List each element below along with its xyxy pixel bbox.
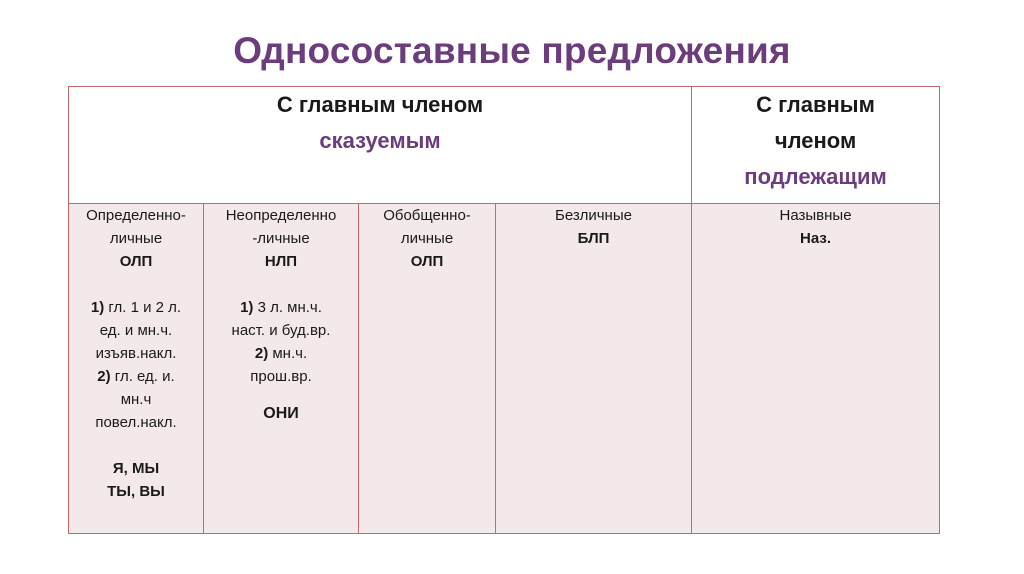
cell-abbreviation: Наз. bbox=[800, 230, 832, 247]
header-subject-line2: членом bbox=[774, 128, 857, 153]
header-subject-line1: С главным bbox=[756, 92, 875, 117]
cell-name: Обобщенно- bbox=[383, 207, 471, 224]
cell-generalized-personal bbox=[359, 204, 496, 534]
rule-text: мн.ч. bbox=[268, 345, 308, 362]
rule-text: 3 л. мн.ч. bbox=[253, 299, 322, 316]
cell-definite-personal bbox=[69, 204, 204, 534]
rule-line: ед. и мн.ч. bbox=[99, 322, 173, 339]
rule-text: гл. 1 и 2 л. bbox=[104, 299, 182, 316]
header-predicate-line2: сказуемым bbox=[319, 128, 441, 153]
table-body-row bbox=[69, 204, 940, 534]
cell-name: Определенно- bbox=[86, 207, 186, 224]
cell-abbreviation: ОЛП bbox=[410, 253, 444, 270]
sentence-types-table bbox=[68, 86, 940, 534]
cell-name: -личные bbox=[252, 230, 310, 247]
rule-line: прош.вр. bbox=[250, 368, 312, 385]
cell-name: личные bbox=[400, 230, 454, 247]
rule-line: изъяв.накл. bbox=[95, 345, 177, 362]
pronouns-line: Я, МЫ bbox=[112, 460, 160, 477]
rule-text: гл. ед. и. bbox=[110, 368, 175, 385]
pronouns-line: ТЫ, ВЫ bbox=[107, 483, 165, 500]
cell-impersonal bbox=[496, 204, 692, 534]
rule-line bbox=[204, 296, 358, 319]
cell-name: личные bbox=[109, 230, 163, 247]
cell-nominative bbox=[692, 204, 940, 534]
cell-indefinite-personal bbox=[204, 204, 359, 534]
cell-abbreviation: ОЛП bbox=[119, 253, 153, 270]
rule-line bbox=[69, 365, 203, 388]
cell-abbreviation: НЛП bbox=[264, 253, 298, 270]
rule-number: 1) bbox=[90, 299, 105, 316]
header-predicate-line1: С главным членом bbox=[276, 92, 484, 117]
header-subject-cell bbox=[692, 87, 940, 204]
rule-number: 2) bbox=[97, 368, 111, 385]
slide-title: Односоставные предложения bbox=[233, 30, 791, 71]
cell-abbreviation: БЛП bbox=[577, 230, 610, 247]
cell-name: Неопределенно bbox=[225, 207, 337, 224]
rule-line: мн.ч bbox=[120, 391, 152, 408]
pronoun-line: ОНИ bbox=[263, 405, 299, 422]
rule-line bbox=[69, 296, 203, 319]
cell-name: Назывные bbox=[779, 207, 852, 224]
rule-number: 2) bbox=[254, 345, 269, 362]
table-header-row bbox=[69, 87, 940, 204]
rule-line bbox=[204, 342, 358, 365]
rule-line: наст. и буд.вр. bbox=[231, 322, 331, 339]
header-predicate-cell bbox=[69, 87, 692, 204]
rule-line: повел.накл. bbox=[95, 414, 177, 431]
rule-number: 1) bbox=[240, 299, 254, 316]
cell-name: Безличные bbox=[555, 207, 632, 224]
header-subject-line3: подлежащим bbox=[744, 164, 887, 189]
